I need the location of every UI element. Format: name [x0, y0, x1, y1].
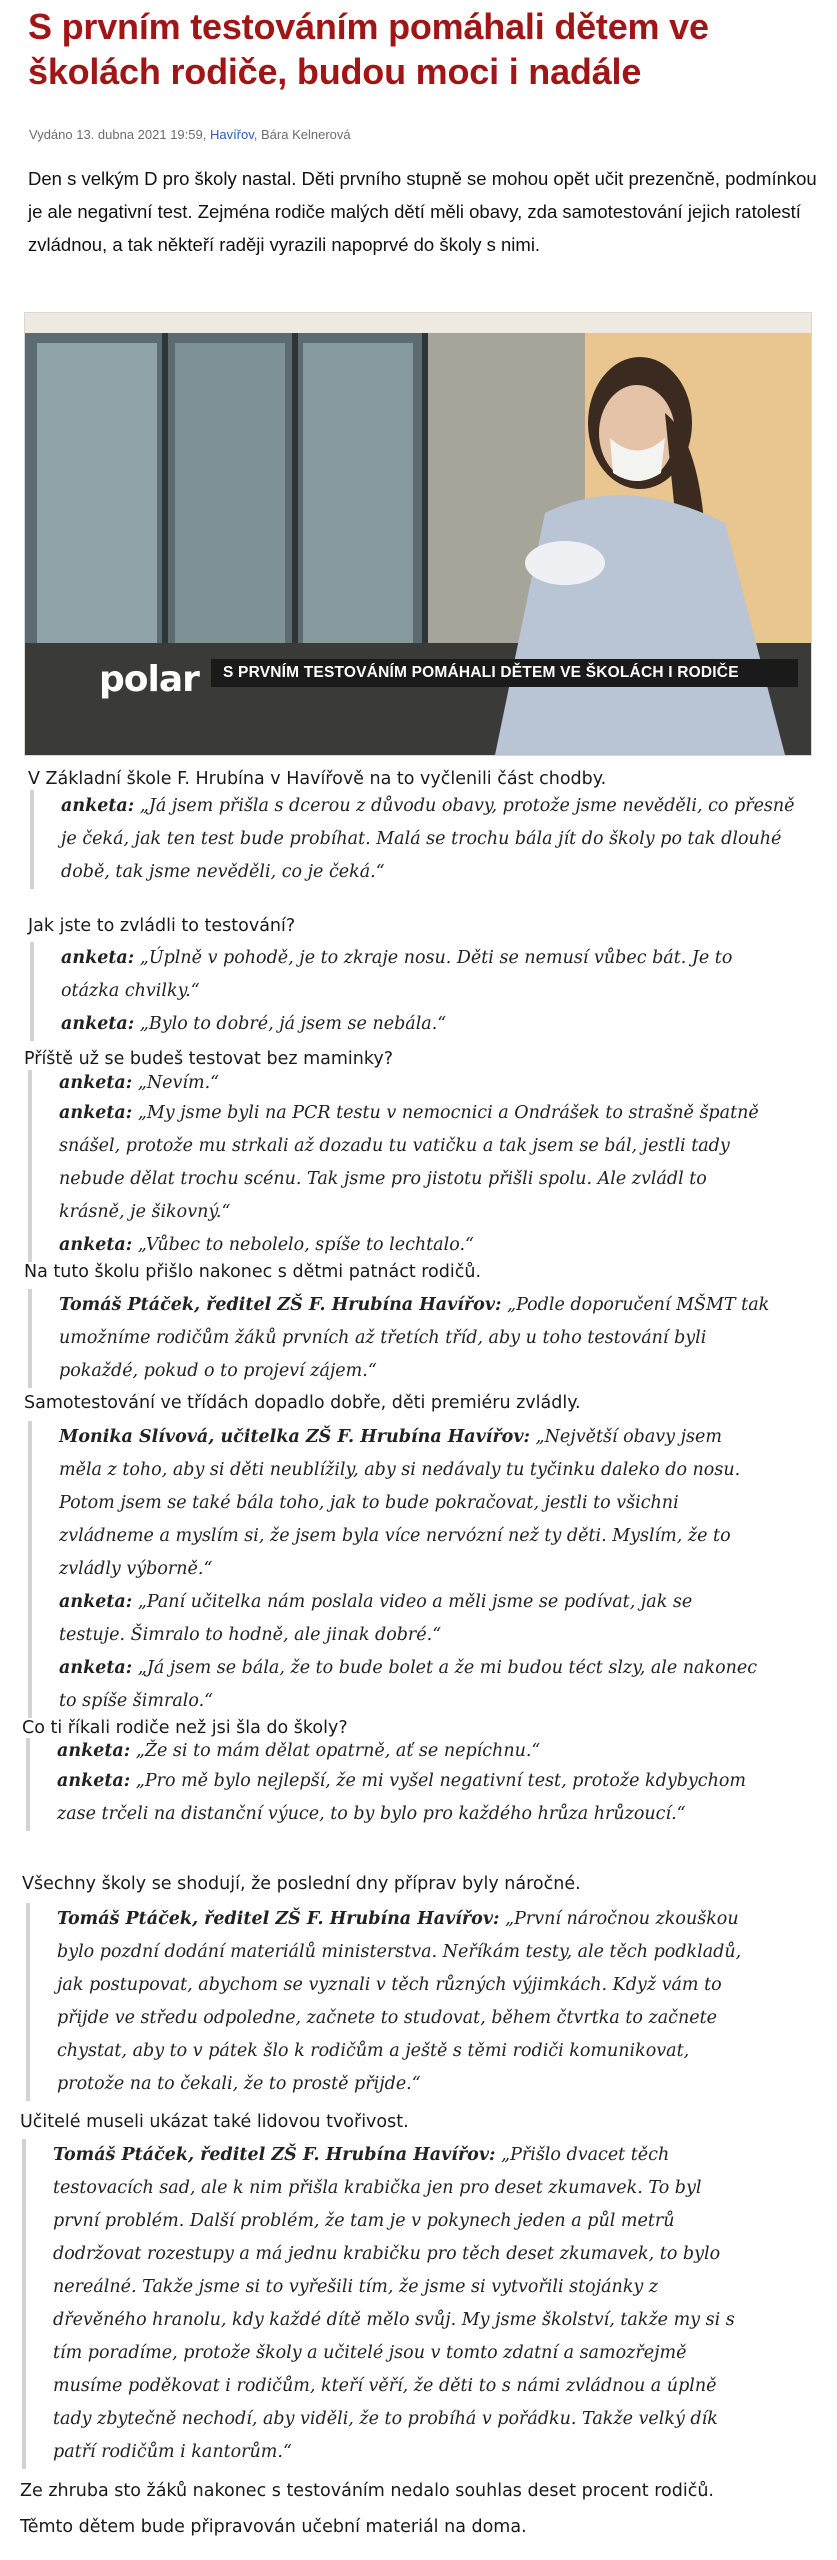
quote-speaker: anketa: — [59, 1073, 133, 1093]
quote-speaker: anketa: — [57, 1741, 131, 1761]
quote-item — [61, 942, 761, 1008]
video-caption-bar: S PRVNÍM TESTOVÁNÍM POMÁHALI DĚTEM VE ŠKOLÁCH I RODIČE — [211, 659, 798, 687]
body-paragraph: Učitelé museli ukázat také lidovou tvořivost. — [20, 2112, 409, 2132]
quote-text: „První náročnou zkouškou bylo pozdní dodání materiálů ministerstva. Neříkám testy, ale těch podkladů, jak postupovat, abychom se vyznali v těch různých výjimkách. Když vám to přijde ve středu odpoledne, začnete to studovat, během čtvrtka to začnete chystat, aby to v pátek šlo k rodičům a ještě s těmi rodiči komunikovat, protože na to čekali, že to prostě přijde.“ — [57, 1909, 742, 2094]
body-paragraph: Všechny školy se shodují, že poslední dny příprav byly náročné. — [22, 1874, 581, 1894]
quote-speaker: anketa: — [61, 796, 135, 816]
body-paragraph: Jak jste to zvládli to testování? — [28, 916, 296, 936]
quote-item — [59, 1421, 759, 1586]
body-paragraph: Samotestování ve třídách dopadlo dobře, děti premiéru zvládly. — [24, 1393, 581, 1413]
body-paragraph: Příště už se budeš testovat bez maminky? — [24, 1049, 394, 1069]
location-link[interactable]: Havířov — [209, 127, 254, 142]
quote-speaker: anketa: — [59, 1592, 133, 1612]
quote-text: „Podle doporučení MŠMT tak umožníme rodičům žáků prvních až třetích tříd, aby u toho testování byli pokaždé, pokud o to projeví zájem.“ — [59, 1295, 770, 1381]
article-perex: Den s velkým D pro školy nastal. Děti prvního stupně se mohou opět učit prezenčně, podmínkou je ale negativní test. Zejména rodiče malých dětí měli obavy, zda samotestování jejich ratolestí zvládnou, a tak někteří raději vyrazili napoprvé do školy s nimi. — [28, 168, 817, 255]
quote-text: „Já jsem přišla s dcerou z důvodu obavy, protože jsme nevěděli, co přesně je čeká, jak ten test bude probíhat. Malá se trochu bála jít do školy po tak dlouhé době, tak jsme nevěděli, co je čeká.“ — [61, 796, 795, 882]
quote-block — [30, 790, 801, 889]
quote-block — [28, 1289, 779, 1388]
quote-text: „Největší obavy jsem měla z toho, aby si děti neublížily, aby si nedávaly tu tyčinku daleko do nosu. Potom jsem se také bála toho, jak to bude pokračovat, jestli to všichni zvládneme a myslím si, že jsem byla více nervózní než ty děti. Myslím, že to zvládly výborně.“ — [59, 1427, 741, 1579]
quote-item — [59, 1652, 759, 1718]
quote-text: „Vůbec to nebolelo, spíše to lechtalo.“ — [132, 1235, 474, 1255]
quote-text: „My jsme byli na PCR testu v nemocnici a Ondrášek to strašně špatně snášel, protože mu strkali až dozadu tu vatičku a tak jsem se bál, jestli tady nebude dělat trochu scénu. Tak jsme pro jistotu přišli spolu. Ale zvládl to krásně, je šikovný.“ — [59, 1103, 759, 1222]
quote-text: „Nevím.“ — [132, 1073, 220, 1093]
body-paragraph: Na tuto školu přišlo nakonec s dětmi patnáct rodičů. — [24, 1262, 482, 1282]
quote-block — [22, 2139, 753, 2469]
quote-speaker: Monika Slívová, učitelka ZŠ F. Hrubína Havířov: — [59, 1427, 530, 1447]
quote-text: „Pro mě bylo nejlepší, že mi vyšel negativní test, protože kdybychom zase trčeli na distanční výuce, to by bylo pro každého hrůza hrůzoucí.“ — [57, 1771, 746, 1824]
quote-speaker: Tomáš Ptáček, ředitel ZŠ F. Hrubína Havířov: — [53, 2145, 496, 2165]
polar-logo: polar — [99, 659, 199, 700]
quote-block — [30, 942, 761, 1041]
author-name: Bára Kelnerová — [261, 127, 351, 142]
body-paragraph: Co ti říkali rodiče než jsi šla do školy? — [22, 1718, 348, 1738]
quote-speaker: Tomáš Ptáček, ředitel ZŠ F. Hrubína Havířov: — [59, 1295, 502, 1315]
quote-speaker: anketa: — [57, 1771, 131, 1791]
quote-text: „Přišlo dvacet těch testovacích sad, ale k nim přišla krabička jen pro deset zkumavek. To byl první problém. Další problém, že tam je v pokynech jeden a půl metrů dodržovat rozestupy a má jednu krabičku pro těch deset zkumavek, to bylo nereálné. Takže jsme si to vyřešili tím, že jsme si vytvořili stojánky z dřevěného hranolu, kdy každé dítě mělo svůj. My jsme školství, takže my si s tím poradíme, protože školy a učitelé jsou v tomto zdatní a samozřejmě musíme poděkovat i rodičům, kteří věří, že děti to s námi zvládnou a úplně tady zbytečně nechodí, aby viděli, že to probíhá v pořádku. Takže velký dík patří rodičům i kantorům.“ — [53, 2145, 735, 2462]
quote-speaker: anketa: — [61, 948, 135, 968]
quote-item — [59, 1289, 779, 1388]
quote-speaker: Tomáš Ptáček, ředitel ZŠ F. Hrubína Havířov: — [57, 1909, 500, 1929]
quote-text: „Bylo to dobré, já jsem se nebála.“ — [134, 1014, 447, 1034]
quote-block — [28, 1421, 759, 1718]
quote-item — [57, 1903, 757, 2101]
quote-speaker: anketa: — [59, 1658, 133, 1678]
quote-speaker: anketa: — [59, 1235, 133, 1255]
quote-item — [61, 790, 801, 889]
quote-item — [59, 1070, 759, 1097]
quote-block — [26, 1903, 757, 2101]
published-date: Vydáno 13. dubna 2021 19:59, — [29, 127, 210, 142]
quote-item — [61, 1008, 761, 1041]
quote-text: „Úplně v pohodě, je to zkraje nosu. Děti se nemusí vůbec bát. Je to otázka chvilky.“ — [61, 948, 733, 1001]
quote-item — [53, 2139, 753, 2469]
body-paragraph: V Základní škole F. Hrubína v Havířově na to vyčlenili část chodby. — [28, 769, 607, 789]
quote-item — [59, 1586, 759, 1652]
article-title: S prvním testováním pomáhali dětem ve školách rodiče, budou moci i nadále — [28, 6, 709, 92]
quote-block — [28, 1070, 759, 1262]
article-meta — [29, 127, 351, 142]
body-paragraph: Těmto dětem bude připravován učební materiál na doma. — [20, 2517, 527, 2537]
video-player[interactable] — [24, 312, 812, 756]
quote-item — [59, 1097, 759, 1229]
quote-speaker: anketa: — [61, 1014, 135, 1034]
body-paragraph: Ze zhruba sto žáků nakonec s testováním nedalo souhlas deset procent rodičů. — [20, 2481, 714, 2501]
quote-text: „Že si to mám dělat opatrně, ať se nepíchnu.“ — [130, 1741, 541, 1761]
quote-item — [57, 1765, 757, 1831]
quote-speaker: anketa: — [59, 1103, 133, 1123]
meta-separator: , — [253, 127, 262, 142]
quote-item — [57, 1738, 757, 1765]
quote-text: „Paní učitelka nám poslala video a měli jsme se podívat, jak se testuje. Šimralo to hodně, ale jinak dobré.“ — [59, 1592, 693, 1645]
quote-block — [26, 1738, 757, 1831]
quote-text: „Já jsem se bála, že to bude bolet a že mi budou téct slzy, ale nakonec to spíše šimralo.“ — [59, 1658, 758, 1711]
